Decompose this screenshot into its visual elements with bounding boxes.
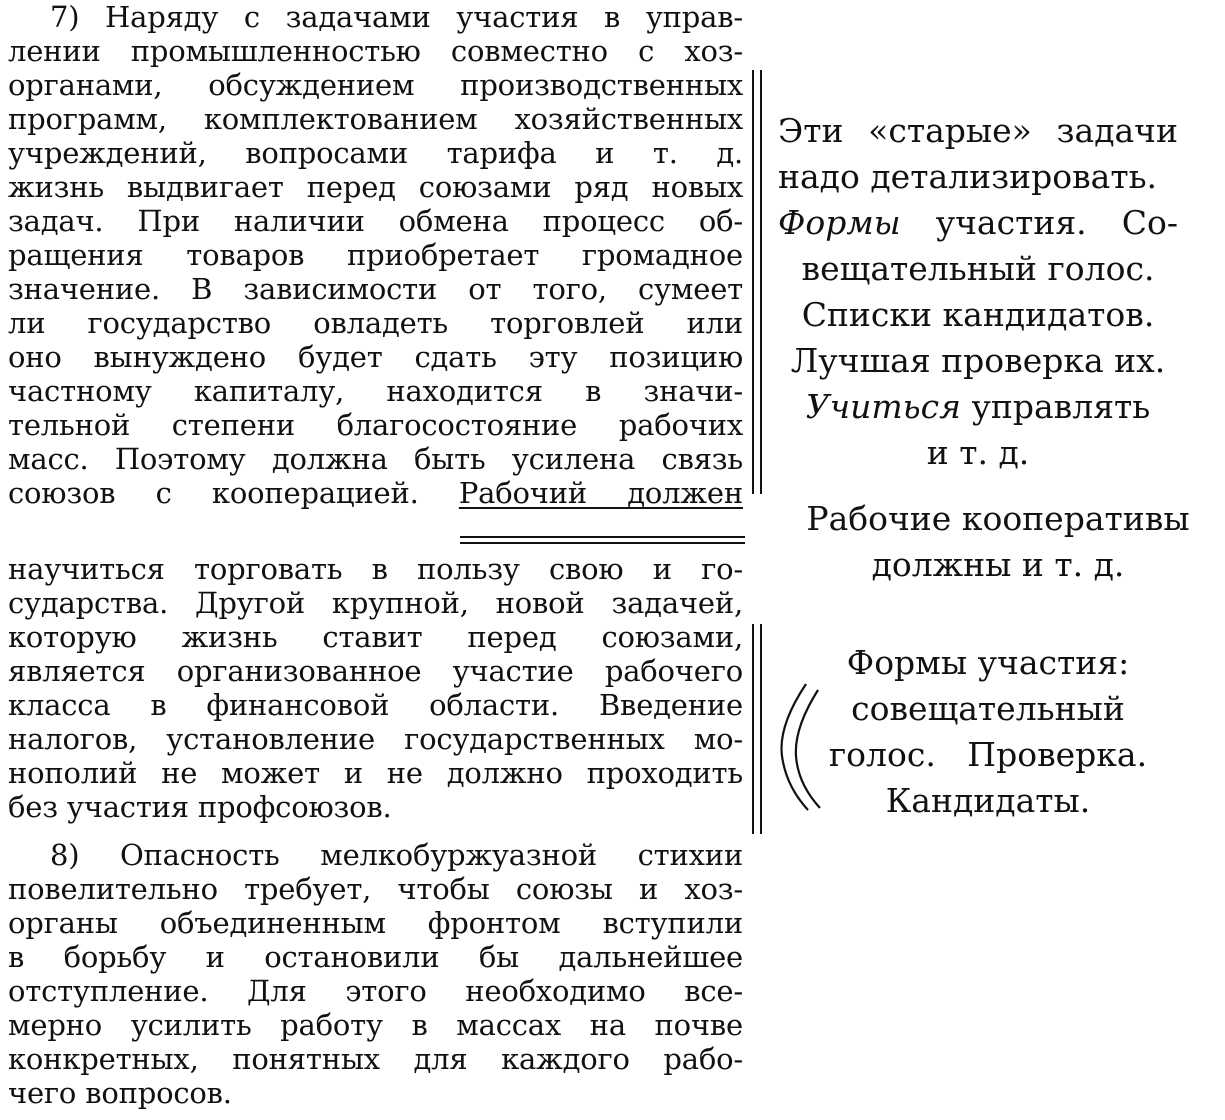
text-line: научиться торговать в пользу свою и го- — [8, 552, 743, 586]
note-line — [778, 384, 1178, 430]
note-line: Кандидаты. — [885, 781, 1091, 820]
text-line: учреждений, вопросами тарифа и т. д. — [8, 136, 743, 170]
margin-double-bar-bottom — [752, 624, 762, 834]
note-line: надо детализировать. — [778, 157, 1158, 196]
double-underline-rule — [460, 536, 745, 544]
text-line: органы объединенным фронтом вступили — [8, 906, 743, 940]
paragraph-7-part-1 — [8, 0, 743, 510]
note-line: Списки кандидатов. — [801, 295, 1155, 334]
text-line: класса в финансовой области. Введение — [8, 688, 743, 722]
margin-double-bar-top — [752, 70, 762, 494]
text-line: мерно усилить работу в массах на почве — [8, 1008, 743, 1042]
text-line: задач. При наличии обмена процесс об- — [8, 204, 743, 238]
note-line: Эти «старые» задачи — [778, 111, 1178, 150]
paragraph-7-part-2 — [8, 552, 743, 824]
text-line: масс. Поэтому должна быть усилена связь — [8, 442, 743, 476]
note-line: Лучшая проверка их. — [790, 341, 1166, 380]
note-line: вещательный голос. — [801, 249, 1155, 288]
text-line: налогов, установление государственных мо- — [8, 722, 743, 756]
text-line: чего вопросов. — [8, 1076, 232, 1110]
text-line: отступление. Для этого необходимо все- — [8, 974, 743, 1008]
text-fragment: союзов с кооперацией. — [8, 476, 419, 510]
note-line: должны и т. д. — [871, 545, 1125, 584]
note-line — [778, 200, 1178, 246]
note-fragment: участия. Со- — [900, 203, 1178, 242]
text-line: органами, обсуждением производственных — [8, 68, 743, 102]
note-line: Формы участия: — [846, 643, 1130, 682]
text-line: повелительно требует, чтобы союзы и хоз- — [8, 872, 743, 906]
text-line: сударства. Другой крупной, новой задачей, — [8, 586, 743, 620]
italic-word: Учиться — [805, 387, 961, 426]
text-line: которую жизнь ставит перед союзами, — [8, 620, 743, 654]
text-line: ли государство овладеть торговлей или — [8, 306, 743, 340]
text-line: жизнь выдвигает перед союзами ряд новых — [8, 170, 743, 204]
text-line: тельной степени благосостояние рабочих — [8, 408, 743, 442]
text-line: ращения товаров приобретает громадное — [8, 238, 743, 272]
note-line: Рабочие кооперативы — [806, 499, 1190, 538]
note-fragment: управлять — [960, 387, 1151, 426]
text-line: без участия профсоюзов. — [8, 790, 392, 824]
text-line: частному капиталу, находится в значи- — [8, 374, 743, 408]
margin-note-forms-of-participation — [778, 640, 1198, 824]
text-line: конкретных, понятных для каждого рабо- — [8, 1042, 743, 1076]
text-line: 8) Опасность мелкобуржуазной стихии — [50, 838, 743, 872]
note-line: совещательный — [851, 689, 1125, 728]
underlined-phrase: Рабочий должен — [458, 476, 743, 510]
note-line: голос. Проверка. — [828, 735, 1148, 774]
text-line: нополий не может и не должно проходить — [8, 756, 743, 790]
text-line: в борьбу и остановили бы дальнейшее — [8, 940, 743, 974]
margin-note-cooperatives — [778, 496, 1218, 588]
text-line: 7) Наряду с задачами участия в управ- — [50, 0, 743, 34]
text-line: оно вынуждено будет сдать эту позицию — [8, 340, 743, 374]
text-line: лении промышленностью совместно с хоз- — [8, 34, 743, 68]
text-line: значение. В зависимости от того, сумеет — [8, 272, 743, 306]
paragraph-8 — [8, 838, 743, 1110]
text-line: является организованное участие рабочего — [8, 654, 743, 688]
text-line: программ, комплектованием хозяйственных — [8, 102, 743, 136]
margin-note-old-tasks — [778, 108, 1178, 476]
note-line: и т. д. — [926, 433, 1030, 472]
text-line-with-underline — [8, 476, 743, 510]
italic-word: Формы — [778, 203, 901, 242]
